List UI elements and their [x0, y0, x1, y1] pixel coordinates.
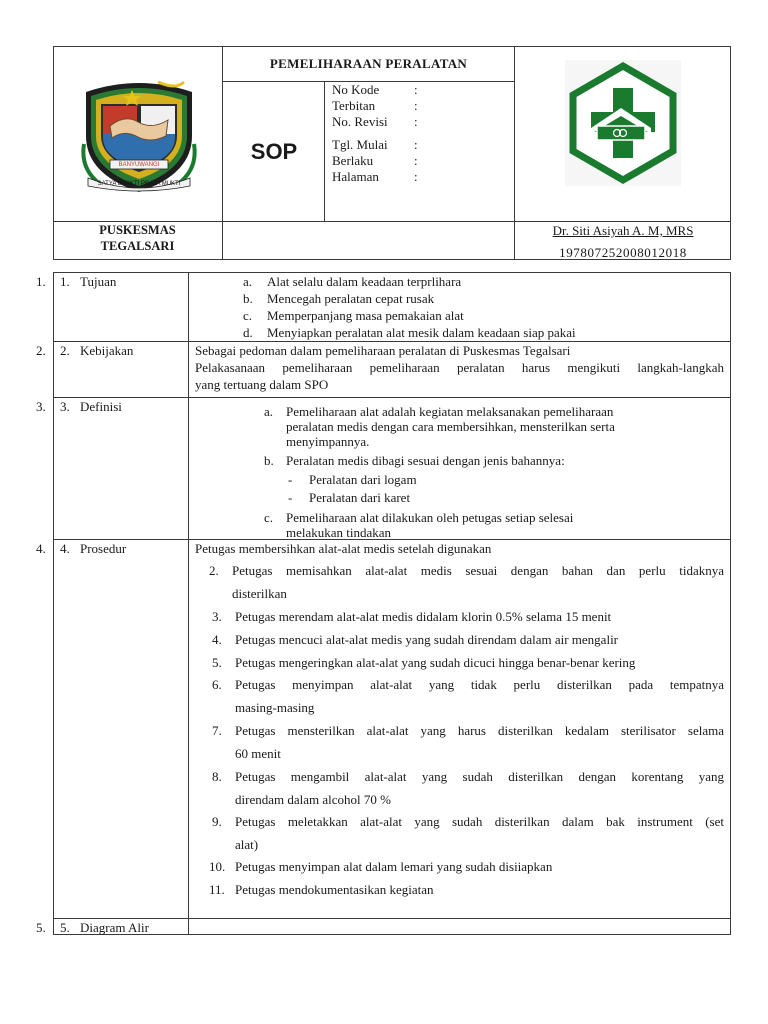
procedure-step: Petugas menyimpan alat-alat yang tidak perlu disterilkan pada tempatnya [235, 677, 724, 692]
section-index: 1. [60, 274, 70, 289]
procedure-step: Petugas mengambil alat-alat yang sudah disterilkan dengan korentang yang [235, 769, 724, 784]
sub-list-item: Peralatan dari logam [309, 472, 417, 487]
sub-list-item: Peralatan dari karet [309, 490, 411, 505]
procedure-step: Petugas mensterilkan alat-alat yang harus disterilkan kedalam sterilisator selama [235, 723, 724, 738]
meta-tgl-mulai-label: Tgl. Mulai [332, 137, 388, 152]
list-marker: d. [243, 325, 253, 340]
meta-terbitan-label: Terbitan [332, 98, 376, 113]
procedure-step-cont: disterilkan [232, 586, 287, 601]
procedure-step: Petugas menyimpan alat dalam lemari yang sudah disiiapkan [235, 859, 553, 874]
meta-berlaku-label: Berlaku [332, 153, 374, 168]
section-index: 4. [60, 541, 70, 556]
list-marker: 10. [209, 859, 226, 874]
section-number: 1. [36, 274, 46, 289]
list-marker: a. [264, 404, 274, 419]
list-marker: b. [243, 291, 253, 306]
list-marker: - [288, 490, 293, 505]
section-label: Kebijakan [80, 343, 134, 358]
procedure-step-cont: 60 menit [235, 746, 281, 761]
section-label: Prosedur [80, 541, 127, 556]
policy-text-line3: yang tertuang dalam SPO [195, 377, 329, 392]
list-marker: 2. [209, 563, 219, 578]
meta-colon: : [414, 169, 418, 184]
section-index: 5. [60, 920, 70, 935]
list-marker: c. [264, 510, 274, 525]
list-marker: - [288, 472, 293, 487]
procedure-step: Petugas mengeringkan alat-alat yang sudah dicuci hingga benar-benar kering [235, 655, 636, 670]
signatory-nip: 197807252008012018 [559, 245, 687, 260]
meta-no-kode-label: No Kode [332, 82, 380, 97]
list-item: Mencegah peralatan cepat rusak [267, 291, 435, 306]
meta-colon: : [414, 137, 418, 152]
list-marker: 4. [212, 632, 222, 647]
list-marker: c. [243, 308, 253, 323]
procedure-step-cont: alat) [235, 837, 259, 852]
definition-a-line1: Pemeliharaan alat adalah kegiatan melaksanakan pemeliharaan [286, 404, 614, 419]
meta-colon: : [414, 114, 418, 129]
procedure-step-cont: masing-masing [235, 700, 315, 715]
meta-colon: : [414, 153, 418, 168]
section-label: Tujuan [80, 274, 117, 289]
section-index: 3. [60, 399, 70, 414]
list-marker: 8. [212, 769, 222, 784]
policy-text-line1: Sebagai pedoman dalam pemeliharaan peralatan di Puskesmas Tegalsari [195, 343, 571, 358]
procedure-step: Petugas mencuci alat-alat medis yang sudah direndam dalam air mengalir [235, 632, 619, 647]
list-marker: 7. [212, 723, 222, 738]
procedure-step: Petugas meletakkan alat-alat yang sudah disterilkan dalam bak instrument (set [235, 814, 724, 829]
procedure-step: Petugas mendokumentasikan kegiatan [235, 882, 434, 897]
definition-c-line1: Pemeliharaan alat dilakukan oleh petugas setiap selesai [286, 510, 574, 525]
institution-name-line2: TEGALSARI [100, 239, 175, 253]
signatory-name: Dr. Siti Asiyah A. M, MRS [552, 223, 694, 238]
list-marker: 6. [212, 677, 222, 692]
document-title: PEMELIHARAAN PERALATAN [269, 56, 468, 71]
definition-a-line2: peralatan medis dengan cara membersihkan, mensterilkan serta [286, 419, 615, 434]
definition-b-line1: Peralatan medis dibagi sesuai dengan jenis bahannya: [286, 453, 565, 468]
puskesmas-logo [565, 60, 681, 186]
list-marker: 3. [212, 609, 222, 624]
meta-colon: : [414, 82, 418, 97]
emblem-motto-text: SATYA BHAKTI PRAJA MUKTI [97, 181, 181, 187]
list-item: Memperpanjang masa pemakaian alat [267, 308, 464, 323]
meta-halaman-label: Halaman [332, 169, 379, 184]
list-marker: 11. [209, 882, 225, 897]
section-number: 4. [36, 541, 46, 556]
definition-c-line2: melakukan tindakan [286, 525, 392, 540]
banyuwangi-emblem-logo [80, 74, 198, 196]
procedure-step-1: Petugas membersihkan alat-alat medis setelah digunakan [195, 541, 492, 556]
section-index: 2. [60, 343, 70, 358]
institution-name-line1: PUSKESMAS [99, 223, 176, 237]
list-item: Alat selalu dalam keadaan terprlihara [267, 274, 462, 289]
section-label: Definisi [80, 399, 122, 414]
section-number: 2. [36, 343, 46, 358]
meta-colon: : [414, 98, 418, 113]
meta-no-revisi-label: No. Revisi [332, 114, 388, 129]
procedure-step: Petugas memisahkan alat-alat medis sesuai dengan bahan dan perlu tidaknya [232, 563, 724, 578]
list-marker: b. [264, 453, 274, 468]
sop-label: SOP [250, 139, 298, 164]
procedure-step: Petugas merendam alat-alat medis didalam klorin 0.5% selama 15 menit [235, 609, 612, 624]
emblem-banner-text: BANYUWANGI [118, 162, 160, 168]
policy-text-line2: Pelakasanaan pemeliharaan pemeliharaan peralatan harus mengikuti langkah-langkah [195, 360, 724, 375]
list-item: Menyiapkan peralatan alat mesik dalam keadaan siap pakai [267, 325, 576, 340]
section-label: Diagram Alir [80, 920, 149, 935]
list-marker: a. [243, 274, 253, 289]
section-number: 3. [36, 399, 46, 414]
list-marker: 9. [212, 814, 222, 829]
section-number: 5. [36, 920, 46, 935]
list-marker: 5. [212, 655, 222, 670]
definition-a-line3: menyimpannya. [286, 434, 370, 449]
procedure-step-cont: direndam dalam alcohol 70 % [235, 792, 391, 807]
